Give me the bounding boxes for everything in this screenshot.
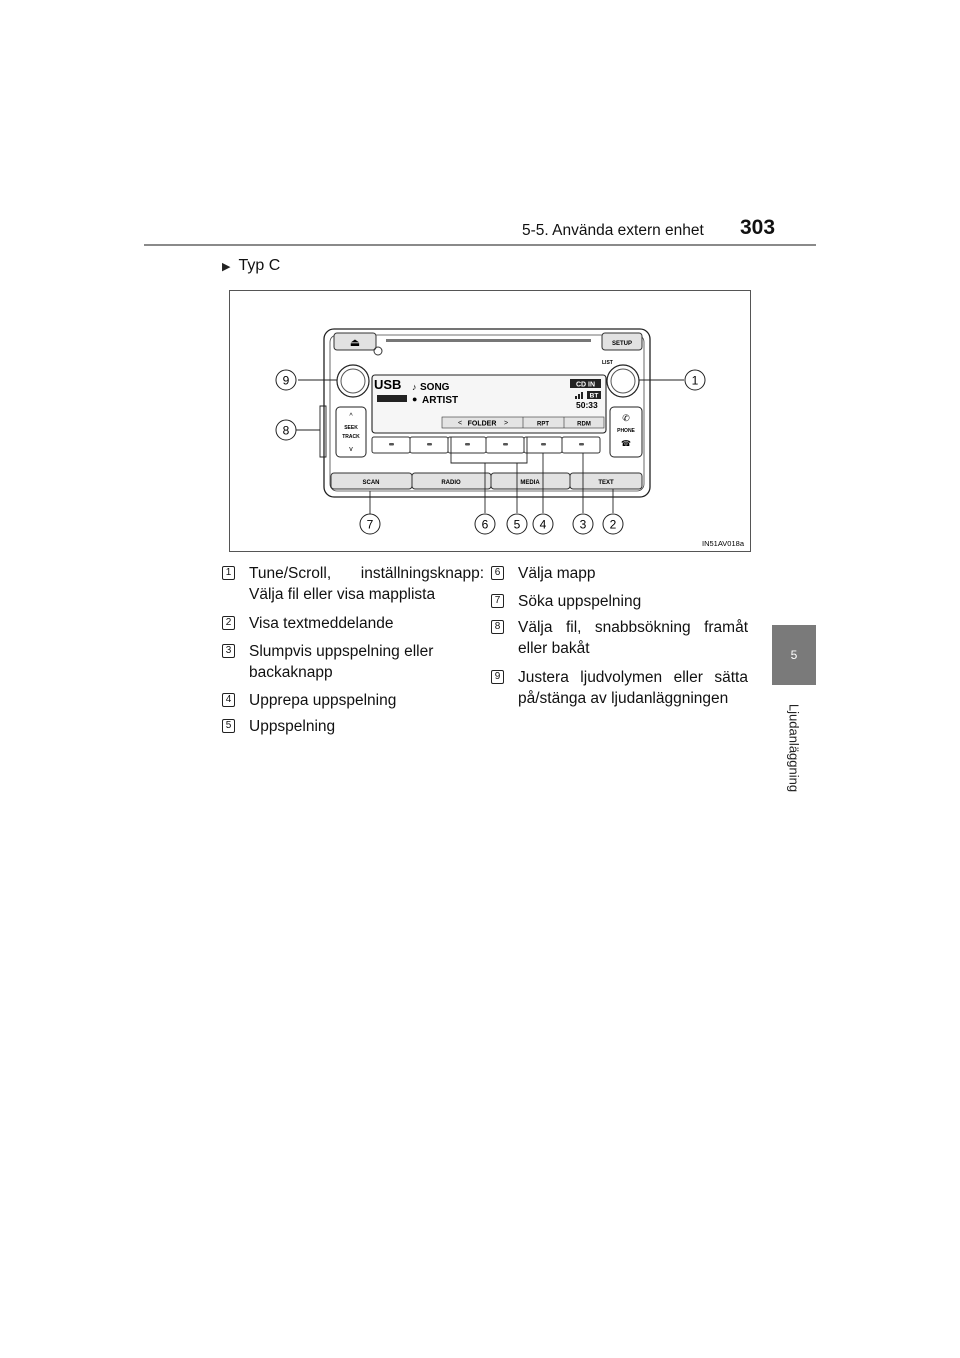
legend-text: Välja fil, snabbsökning framåt eller bakåt bbox=[518, 619, 748, 657]
music-note-icon: ♪ bbox=[412, 382, 417, 392]
legend-item-3 bbox=[222, 641, 459, 683]
rdm-label: RDM bbox=[577, 421, 591, 428]
track-label: TRACK bbox=[342, 434, 360, 440]
legend-text: Upprepa uppspelning bbox=[249, 692, 397, 709]
section-title: 5-5. Använda extern enhet bbox=[522, 222, 704, 239]
tune-scroll-knob[interactable] bbox=[607, 365, 639, 397]
legend-text: Tune/Scroll, inställningsknapp: Välja fil eller visa mapplista bbox=[249, 565, 484, 603]
page-header bbox=[0, 0, 960, 250]
preset-buttons bbox=[372, 437, 600, 453]
callout-3: 3 bbox=[579, 517, 587, 532]
image-code: IN51AV018a bbox=[702, 539, 744, 548]
legend-number: 5 bbox=[222, 719, 235, 733]
legend-text: Uppspelning bbox=[249, 718, 336, 735]
display-source: USB bbox=[374, 377, 402, 392]
subheading bbox=[222, 257, 280, 275]
header-rule bbox=[144, 244, 816, 246]
callout-6: 6 bbox=[481, 517, 489, 532]
legend-number: 8 bbox=[491, 620, 504, 634]
callout-2: 2 bbox=[609, 517, 617, 532]
callout-5: 5 bbox=[513, 517, 521, 532]
display-song: SONG bbox=[420, 382, 450, 393]
list-label: LIST bbox=[602, 360, 613, 366]
setup-label: SETUP bbox=[611, 341, 633, 347]
legend-number: 2 bbox=[222, 616, 235, 630]
radio-illustration bbox=[230, 291, 750, 551]
callout-9: 9 bbox=[282, 373, 290, 388]
triangle-bullet-icon: ▶ bbox=[222, 261, 231, 273]
media-label: MEDIA bbox=[520, 480, 540, 486]
chevron-up-icon: ^ bbox=[349, 413, 353, 420]
chevron-down-icon: v bbox=[349, 446, 353, 453]
legend-number: 7 bbox=[491, 594, 504, 608]
callout-7: 7 bbox=[366, 517, 374, 532]
cd-in-text: CD IN bbox=[575, 381, 596, 389]
cd-slot bbox=[386, 339, 591, 342]
legend-text: Söka uppspelning bbox=[518, 593, 642, 610]
page-number: 303 bbox=[740, 216, 776, 239]
display-artist: ARTIST bbox=[422, 395, 459, 406]
legend-number: 9 bbox=[491, 670, 504, 684]
chapter-label-text: Ljudanläggning bbox=[786, 703, 802, 793]
subheading-text: Typ C bbox=[238, 257, 281, 274]
radio-figure bbox=[229, 290, 751, 552]
scan-label: SCAN bbox=[362, 480, 380, 486]
usb-device-icon bbox=[377, 395, 407, 402]
folder-label: FOLDER bbox=[467, 420, 497, 428]
legend-number: 6 bbox=[491, 566, 504, 580]
seek-label: SEEK bbox=[344, 425, 358, 431]
phone-label: PHONE bbox=[617, 428, 635, 434]
legend-item-6 bbox=[491, 563, 753, 584]
legend-number: 1 bbox=[222, 566, 235, 580]
person-icon: ● bbox=[412, 394, 418, 404]
chevron-left-icon: < bbox=[458, 420, 463, 427]
legend-text: Justera ljudvolymen eller sätta på/stänga av ljudanläggningen bbox=[518, 669, 748, 707]
text-label: TEXT bbox=[598, 480, 614, 486]
legend-number: 3 bbox=[222, 644, 235, 658]
legend-item-5 bbox=[222, 716, 484, 737]
legend-text: Välja mapp bbox=[518, 565, 596, 582]
display-time: 50:33 bbox=[576, 400, 598, 410]
eject-icon: ⏏ bbox=[349, 337, 361, 349]
bt-text: BT bbox=[589, 392, 599, 400]
legend-number: 4 bbox=[222, 693, 235, 707]
callout-4: 4 bbox=[539, 517, 547, 532]
rpt-label: RPT bbox=[537, 421, 549, 428]
legend-item-1 bbox=[222, 563, 484, 605]
callout-1: 1 bbox=[691, 373, 699, 388]
chapter-label bbox=[786, 698, 802, 798]
legend-item-2 bbox=[222, 613, 484, 634]
legend-item-7 bbox=[491, 591, 753, 612]
legend-text: Slumpvis uppspelning eller backaknapp bbox=[249, 643, 434, 681]
legend-item-8 bbox=[491, 617, 748, 659]
phone-icon: ✆ bbox=[622, 413, 630, 423]
hang-up-icon: ☎ bbox=[621, 439, 631, 448]
radio-label: RADIO bbox=[441, 480, 461, 486]
chapter-tab: 5 bbox=[772, 625, 816, 685]
volume-knob[interactable] bbox=[337, 365, 369, 397]
chevron-right-icon: > bbox=[504, 420, 509, 427]
legend-item-4 bbox=[222, 690, 484, 711]
legend-item-9 bbox=[491, 667, 748, 709]
callout-8: 8 bbox=[282, 423, 290, 438]
legend-text: Visa textmeddelande bbox=[249, 615, 394, 632]
